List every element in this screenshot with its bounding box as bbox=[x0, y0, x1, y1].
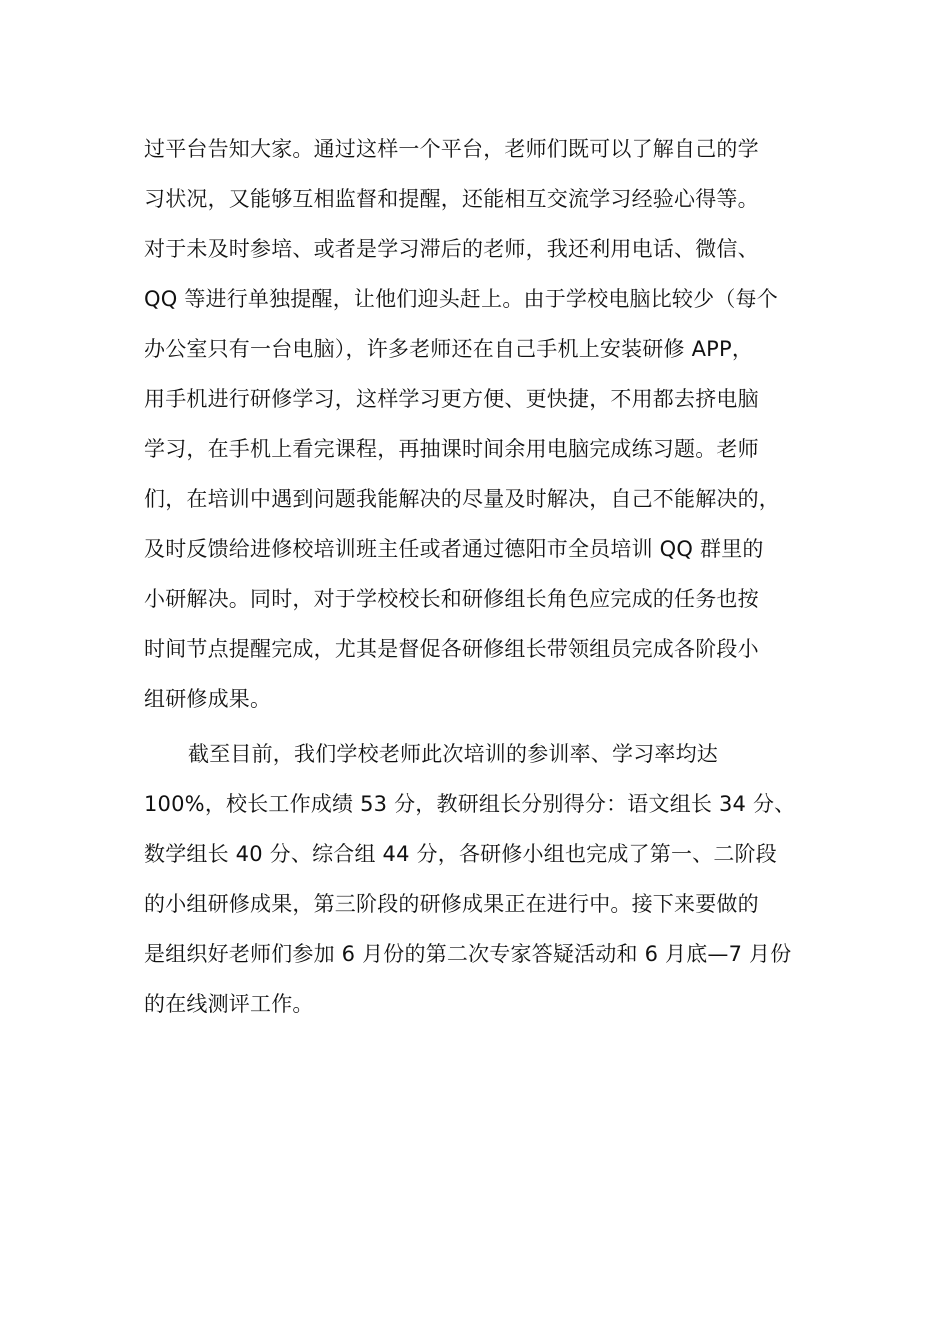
paragraph-2-line: 的在线测评工作。 bbox=[144, 992, 314, 1016]
paragraph-1-line: 办公室只有一台电脑），许多老师还在自己手机上安装研修 APP， bbox=[144, 337, 754, 361]
paragraph-2-line: 的小组研修成果，第三阶段的研修成果正在进行中。接下来要做的 bbox=[144, 892, 759, 916]
paragraph-1-line: 们，在培训中遇到问题我能解决的尽量及时解决，自己不能解决的， bbox=[144, 487, 780, 511]
paragraph-2-line: 是组织好老师们参加 6 月份的第二次专家答疑活动和 6 月底—7 月份 bbox=[144, 942, 792, 966]
paragraph-2-line: 数学组长 40 分、综合组 44 分，各研修小组也完成了第一、二阶段 bbox=[144, 842, 777, 866]
paragraph-2-line: 截至目前，我们学校老师此次培训的参训率、学习率均达 bbox=[188, 742, 718, 766]
paragraph-1-line: 及时反馈给进修校培训班主任或者通过德阳市全员培训 QQ 群里的 bbox=[144, 537, 764, 561]
paragraph-1-line: 学习，在手机上看完课程，再抽课时间余用电脑完成练习题。老师 bbox=[144, 437, 759, 461]
paragraph-1-line: 小研解决。同时，对于学校校长和研修组长角色应完成的任务也按 bbox=[144, 587, 759, 611]
paragraph-1-line: QQ 等进行单独提醒，让他们迎头赶上。由于学校电脑比较少（每个 bbox=[144, 287, 778, 311]
paragraph-1-line: 过平台告知大家。通过这样一个平台，老师们既可以了解自己的学 bbox=[144, 137, 759, 161]
paragraph-1-line: 组研修成果。 bbox=[144, 687, 272, 711]
paragraph-1-line: 习状况，又能够互相监督和提醒，还能相互交流学习经验心得等。 bbox=[144, 187, 759, 211]
paragraph-1-line: 用手机进行研修学习，这样学习更方便、更快捷，不用都去挤电脑 bbox=[144, 387, 759, 411]
paragraph-2-line: 100%，校长工作成绩 53 分，教研组长分别得分：语文组长 34 分、 bbox=[144, 792, 796, 816]
paragraph-1-line: 时间节点提醒完成，尤其是督促各研修组长带领组员完成各阶段小 bbox=[144, 637, 759, 661]
paragraph-1-line: 对于未及时参培、或者是学习滞后的老师，我还利用电话、微信、 bbox=[144, 237, 759, 261]
